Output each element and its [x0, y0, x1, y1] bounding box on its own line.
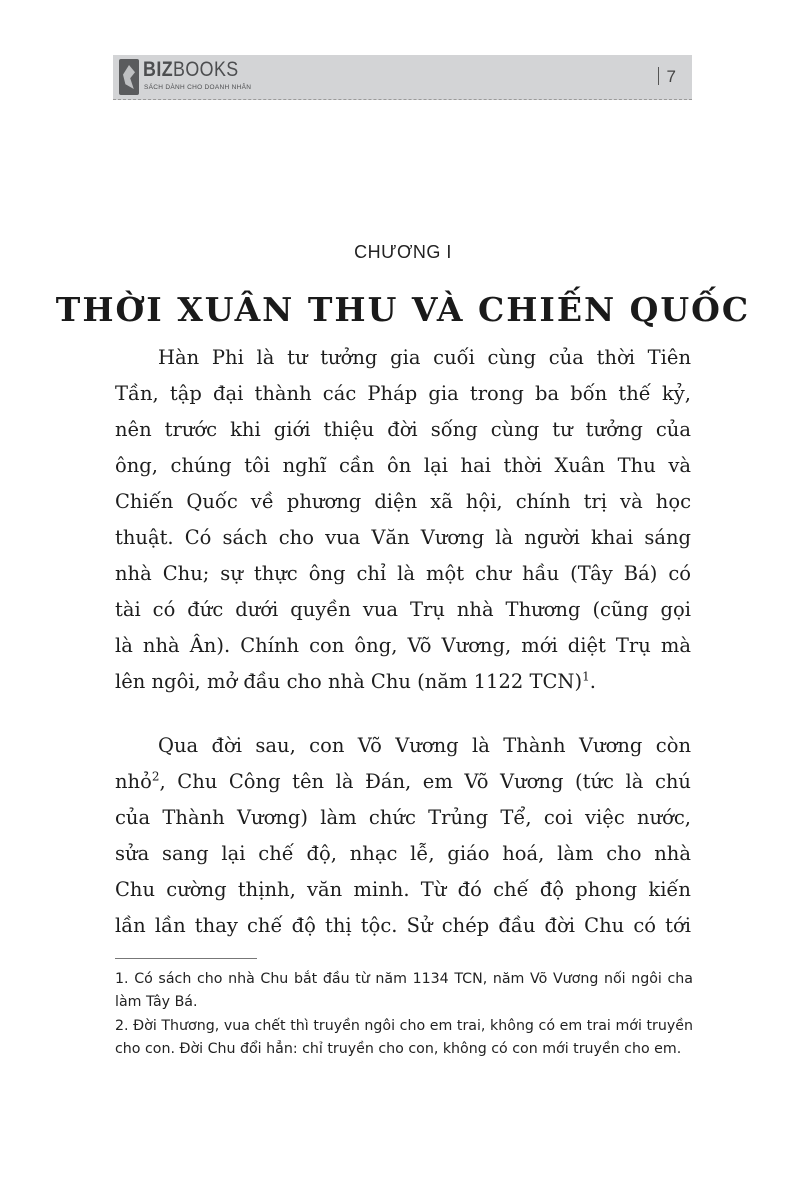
line-text: nên trước khi giới thiệu đời sống cùng tư tưởng của	[115, 418, 691, 441]
line-text: Chu cường thịnh, văn minh. Từ đó chế độ phong kiến	[115, 878, 691, 901]
brand-bold: BIZ	[143, 58, 174, 81]
line-text: nhỏ	[115, 770, 152, 793]
text-line	[115, 594, 691, 630]
footnote-ref[interactable]: 1	[582, 669, 590, 684]
line-text: lần lần thay chế độ thị tộc. Sử chép đầu đời Chu có tới	[115, 914, 691, 937]
text-line	[115, 666, 691, 702]
body-text	[115, 342, 691, 946]
text-line	[115, 450, 691, 486]
brand-rest: BOOKS	[173, 58, 239, 81]
footnote-ref[interactable]: 2	[151, 769, 160, 784]
text-line	[115, 766, 691, 802]
line-text: lên ngôi, mở đầu cho nhà Chu (năm 1122 TCN)	[115, 670, 583, 693]
text-line	[115, 342, 691, 378]
footnotes	[115, 968, 693, 1062]
text-line	[115, 874, 691, 910]
line-text: Chiến Quốc về phương diện xã hội, chính trị và học	[115, 490, 691, 513]
line-text: là nhà Ân). Chính con ông, Võ Vương, mới diệt Trụ mà	[115, 634, 691, 657]
text-line	[115, 730, 691, 766]
page-number: 7	[658, 67, 676, 87]
line-text: Hàn Phi là tư tưởng gia cuối cùng của thời Tiên	[158, 346, 691, 369]
line-text: sửa sang lại chế độ, nhạc lễ, giáo hoá, làm cho nhà	[115, 842, 691, 865]
paragraph-gap	[115, 702, 691, 730]
footnote: 2. Đời Thương, vua chết thì truyền ngôi cho em trai, không có em trai mới truyền cho con. Đời Chu đổi hẳn: chỉ truyền cho con, không có con mới truyền cho em.	[115, 1018, 693, 1057]
footnote-divider	[115, 958, 257, 959]
text-line	[115, 522, 691, 558]
line-text: nhà Chu; sự thực ông chỉ là một chư hầu (Tây Bá) có	[115, 562, 691, 585]
brand-name	[143, 58, 239, 82]
line-text: .	[589, 670, 596, 693]
text-line	[115, 558, 691, 594]
line-text: của Thành Vương) làm chức Trủng Tể, coi việc nước,	[115, 806, 691, 829]
line-text: ông, chúng tôi nghĩ cần ôn lại hai thời Xuân Thu và	[115, 454, 691, 477]
chapter-title: THỜI XUÂN THU VÀ CHIẾN QUỐC	[55, 290, 751, 329]
running-header	[113, 55, 692, 100]
brand-tagline: SÁCH DÀNH CHO DOANH NHÂN	[144, 84, 252, 91]
text-line	[115, 630, 691, 666]
line-text: thuật. Có sách cho vua Văn Vương là người khai sáng	[115, 526, 691, 549]
text-line	[115, 486, 691, 522]
bizbooks-logo-icon	[119, 59, 139, 95]
text-line	[115, 910, 691, 946]
chapter-label: CHƯƠNG I	[354, 242, 452, 262]
line-text: Tần, tập đại thành các Pháp gia trong ba bốn thế kỷ,	[115, 382, 691, 405]
text-line	[115, 414, 691, 450]
line-text: , Chu Công tên là Đán, em Võ Vương (tức là chú	[159, 770, 691, 793]
line-text: Qua đời sau, con Võ Vương là Thành Vương còn	[158, 734, 691, 757]
footnote: 1. Có sách cho nhà Chu bắt đầu từ năm 1134 TCN, năm Võ Vương nối ngôi cha làm Tây Bá.	[115, 971, 693, 1010]
line-text: tài có đức dưới quyền vua Trụ nhà Thương (cũng gọi	[115, 598, 691, 621]
paragraph	[115, 730, 691, 946]
text-line	[115, 838, 691, 874]
text-line	[115, 378, 691, 414]
text-line	[115, 802, 691, 838]
paragraph	[115, 342, 691, 702]
